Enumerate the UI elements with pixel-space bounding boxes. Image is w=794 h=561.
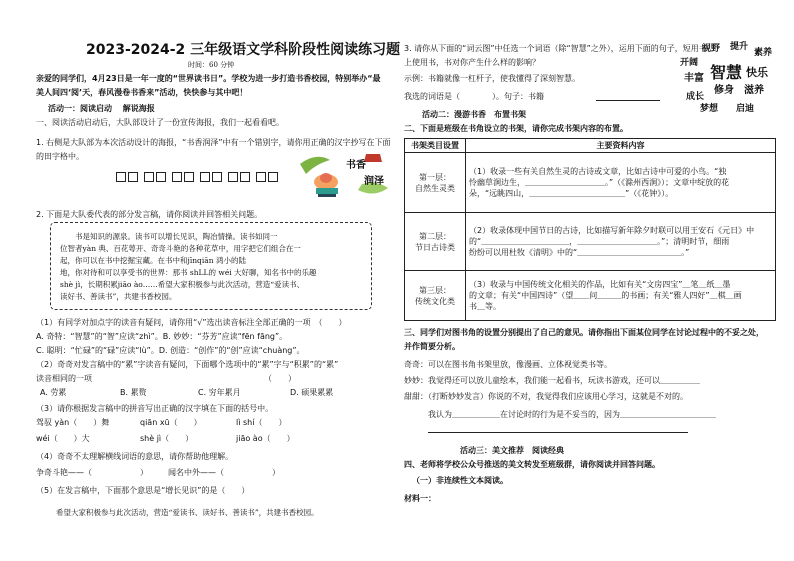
part-1-heading: 一、阅读活动启动后，大队部设计了一份宣传海报，我们一起看看吧。 [36, 118, 284, 127]
answer-prompt[interactable]: 我认为＿＿＿＿＿＿在讨论时的行为是不妥当的，因为＿＿＿＿＿＿＿＿＿＿＿＿ [428, 410, 716, 419]
row-1-line-2[interactable]: 怜幽草涧边生，＿＿＿＿＿＿＿＿＿＿。”（《滁州西涧》）；文章中绽放的花 [469, 178, 730, 187]
activity-2-heading: 活动二：漫游书香 布置书架 [422, 110, 526, 119]
pinyin-row-1-b[interactable]: qiān xū（ ） [140, 418, 202, 427]
sub-question-1-options-b: C. 聪明：“忙碌”的“碌”应读“lù”。D. 创造：“创作”的“创”应读“chuàng”。 [36, 346, 305, 355]
row-name-2b: 节日古诗类 [415, 242, 455, 252]
speech-line-3: 起，你可以在书中挖掘宝藏。在书中和jīnqiān 鸿小的陆 [60, 256, 246, 265]
question-3-answer: 我选的词语是（ ）。句子：书籍 [404, 92, 544, 101]
word-cloud [680, 40, 780, 120]
intro-line-2: 美人间四‘阅’天，春风漫卷书香来”活动，快快参与其中吧！ [36, 88, 248, 97]
cloud-word: 智慧 [710, 63, 743, 82]
poster-title-a: 书香 [346, 160, 366, 171]
bookshelf-table [404, 138, 776, 321]
question-1-line-2: 的田字格中。 [36, 152, 84, 161]
question-3-line-2: 上使用书，书对你产生什么样的影响？ [404, 58, 540, 67]
sub-question-4: （4）奇奇不太理解横线词语的意思，请你帮助他理解。 [36, 452, 234, 461]
row-2-line-2[interactable]: 的“＿＿＿＿＿＿＿＿＿＿＿，＿＿＿＿＿＿＿＿＿＿。”；清明时节，细雨 [469, 237, 730, 246]
speech-line-4: 地，你对待和可以享受书的世界：那书 shLL的 wéi 大好聊，知名书中的乐趣 [60, 268, 317, 277]
pinyin-row-1-a[interactable]: 驾驭 yàn（ ）舞 [36, 418, 110, 427]
cloud-word: 快乐 [746, 66, 768, 79]
dialogue-qiqi: 奇奇：可以在图书角书架里放，像漫画、立体视觉类书等。 [404, 360, 612, 369]
sub-question-4-blanks[interactable]: 争奇斗艳——（ ） 闻名中外——（ ） [36, 468, 280, 477]
speech-line-2: 位智者yàn 典、百花萼开、奇奇斗艳的各种花草中，用字把它们组合在一 [60, 244, 301, 253]
row-name-2a: 第二层： [419, 231, 451, 241]
activity-3-heading: 活动三：美文推荐 阅读经典 [460, 446, 564, 455]
row-name-3b: 传统文化类 [415, 296, 455, 306]
speech-line-1: 书是知识的源泉。读书可以增长见识，陶冶情操。读书如同一 [60, 232, 278, 241]
cloud-word: 素养 [754, 48, 773, 58]
part-2-heading: 二、下面是班级在书角设立的书架，请你完成书架内容的布置。 [404, 124, 628, 133]
row-2-line-3[interactable]: 纷纷可以用杜牧《清明》中的“＿＿＿＿＿＿＿＿＿＿＿＿＿。” [469, 248, 690, 257]
table-row [405, 271, 776, 321]
sub-question-2: （2）奇奇对发言稿中的“累”字读音有疑问，下面哪个选项中的“累”字与“积累”的“累” [36, 360, 339, 369]
row-name-1a: 第一层： [419, 172, 451, 182]
activity-1-heading: 活动一：阅读启动 解说海报 [48, 104, 155, 113]
exam-time: 时间：60 分钟 [188, 61, 235, 69]
pinyin-row-2-c[interactable]: jiāo ào（ ） [236, 434, 295, 443]
sub-question-1-options-a: A. 奇特：“智慧”的“智”应读“zhì”。B. 妙妙：“芬芳”应读“fēn fāng”。 [36, 332, 288, 341]
part-4-heading: 四、老师将学校公众号推送的美文转发至班级群，请你阅读并回答问题。 [404, 460, 660, 469]
answer-line-2[interactable] [428, 432, 688, 433]
row-3-line-3[interactable]: 书＿等。 [469, 302, 501, 311]
answer-line[interactable] [596, 100, 660, 101]
sub-question-2-line-2: 读音相同的一项 （ ） [36, 374, 296, 383]
page-title: 2023-2024-2 三年级语文学科阶段性阅读练习题 [86, 42, 401, 58]
row-1-line-3[interactable]: 朵，“远眺四山，＿＿＿＿＿＿＿＿＿＿＿＿”（《花钟》）。 [469, 189, 674, 198]
cloud-word: 视野 [702, 44, 721, 54]
cloud-word: 滋养 [744, 85, 764, 96]
cloud-word: 丰富 [684, 73, 704, 84]
row-name-3a: 第三层： [419, 285, 451, 295]
cloud-word: 开阔 [680, 58, 699, 68]
closing-line: 希望大家积极参与此次活动，营造“爱读书、读好书、善读书”，共建书香校园。 [56, 508, 319, 517]
part-3-line-1: 三、同学们对图书角的设置分别提出了自己的意见。请你指出下面某位同学在讨论过程中的不妥之处， [404, 328, 764, 337]
question-3-example: 示例：书籍就像一杠杆子，使我懂得了深刻智慧。 [404, 74, 580, 83]
question-2: 2. 下面是大队委代表的部分发言稿，请你阅读并回答相关问题。 [36, 210, 263, 219]
cloud-word: 提升 [730, 42, 749, 52]
poster-title-b: 润泽 [364, 176, 384, 187]
tianzige-grid[interactable] [116, 172, 286, 186]
table-row [405, 153, 776, 213]
sub-question-1: （1）有同学对加点字的读音有疑问，请你用“√”选出读音标注全部正确的一项 （ ） [36, 318, 347, 327]
dialogue-miaomiao[interactable]: 妙妙：我觉得还可以放儿童绘本，我们能一起看书，玩读书游戏，还可以＿＿＿＿＿ [404, 376, 700, 385]
pinyin-row-1-c[interactable]: lì shí（ ） [236, 418, 287, 427]
table-row [405, 213, 776, 271]
dialogue-tiantian: 甜甜：（打断妙妙发言）你说的不对，我觉得我们应该用心学习，这就是不对的。 [404, 392, 688, 401]
option-a[interactable]: A. 劳累 [40, 388, 67, 397]
option-c[interactable]: C. 穷年累月 [198, 388, 241, 397]
speech-line-6: 读好书、善读书”，共建书香校园。 [60, 292, 177, 301]
row-1-line-1: （1）收录一些有关自然生灵的古诗或文章，比如古诗中可爱的小鸟。“独 [469, 167, 727, 176]
speech-line-5: shè jì，长期积累jiāo ào……希望大家积极参与此次活动，营造“爱读书、 [60, 280, 305, 289]
cloud-word: 启迪 [736, 104, 755, 114]
material-label: 材料一： [404, 494, 436, 503]
part-3-line-2: 并作简要分析。 [404, 342, 460, 351]
table-header-category: 书架类目设置 [405, 139, 466, 153]
pinyin-row-2-b[interactable]: shè jì（ ） [140, 434, 194, 443]
intro-line-1: 亲爱的同学们，4月23日是一年一度的“世界读书日”。学校为进一步打造书香校园，特别举办“最 [36, 74, 381, 83]
table-header-content: 主要资料内容 [466, 139, 776, 153]
cloud-word: 修身 [714, 85, 734, 96]
option-b[interactable]: B. 累赘 [120, 388, 147, 397]
part-4-subheading: （一）非连续性文本阅读。 [412, 476, 508, 485]
row-3-line-2[interactable]: 的文章；有关“中国四诗”（望＿＿问＿＿＿的书画；有关“雅人四好”＿棋＿画 [469, 291, 742, 300]
question-3-line-1: 3. 请你从下面的“词云图”中任选一个词语（除“智慧”之外），运用下面的句子，短用书 [404, 44, 707, 53]
row-3-line-1[interactable]: （3）收录与中国传统文化相关的作品，比如有关“文房四宝”＿笔＿纸＿墨 [469, 280, 731, 289]
cloud-word: 梦想 [700, 104, 719, 114]
question-1-line-1: 1. 右侧是大队部为本次活动设计的海报，“书香润泽”中有一个错别字，请你用正确的汉字抄写在下面 [36, 138, 391, 147]
cloud-word: 成长 [686, 92, 705, 102]
row-2-line-1: （2）收录体现中国节日的古诗，比如描写新年除夕时联可以用王安石《元日》中 [469, 226, 755, 235]
option-d[interactable]: D. 硕果累累 [290, 388, 334, 397]
sub-question-3: （3）请你根据发言稿中的拼音写出正确的汉字填在下面的括号中。 [36, 404, 274, 413]
sub-question-5: （5）在发言稿中，下面那个意思是“增长见识”的是（ ） [36, 486, 250, 495]
pinyin-row-2-a[interactable]: wéi（ ）大 [36, 434, 90, 443]
row-name-1b: 自然生灵类 [415, 183, 455, 193]
